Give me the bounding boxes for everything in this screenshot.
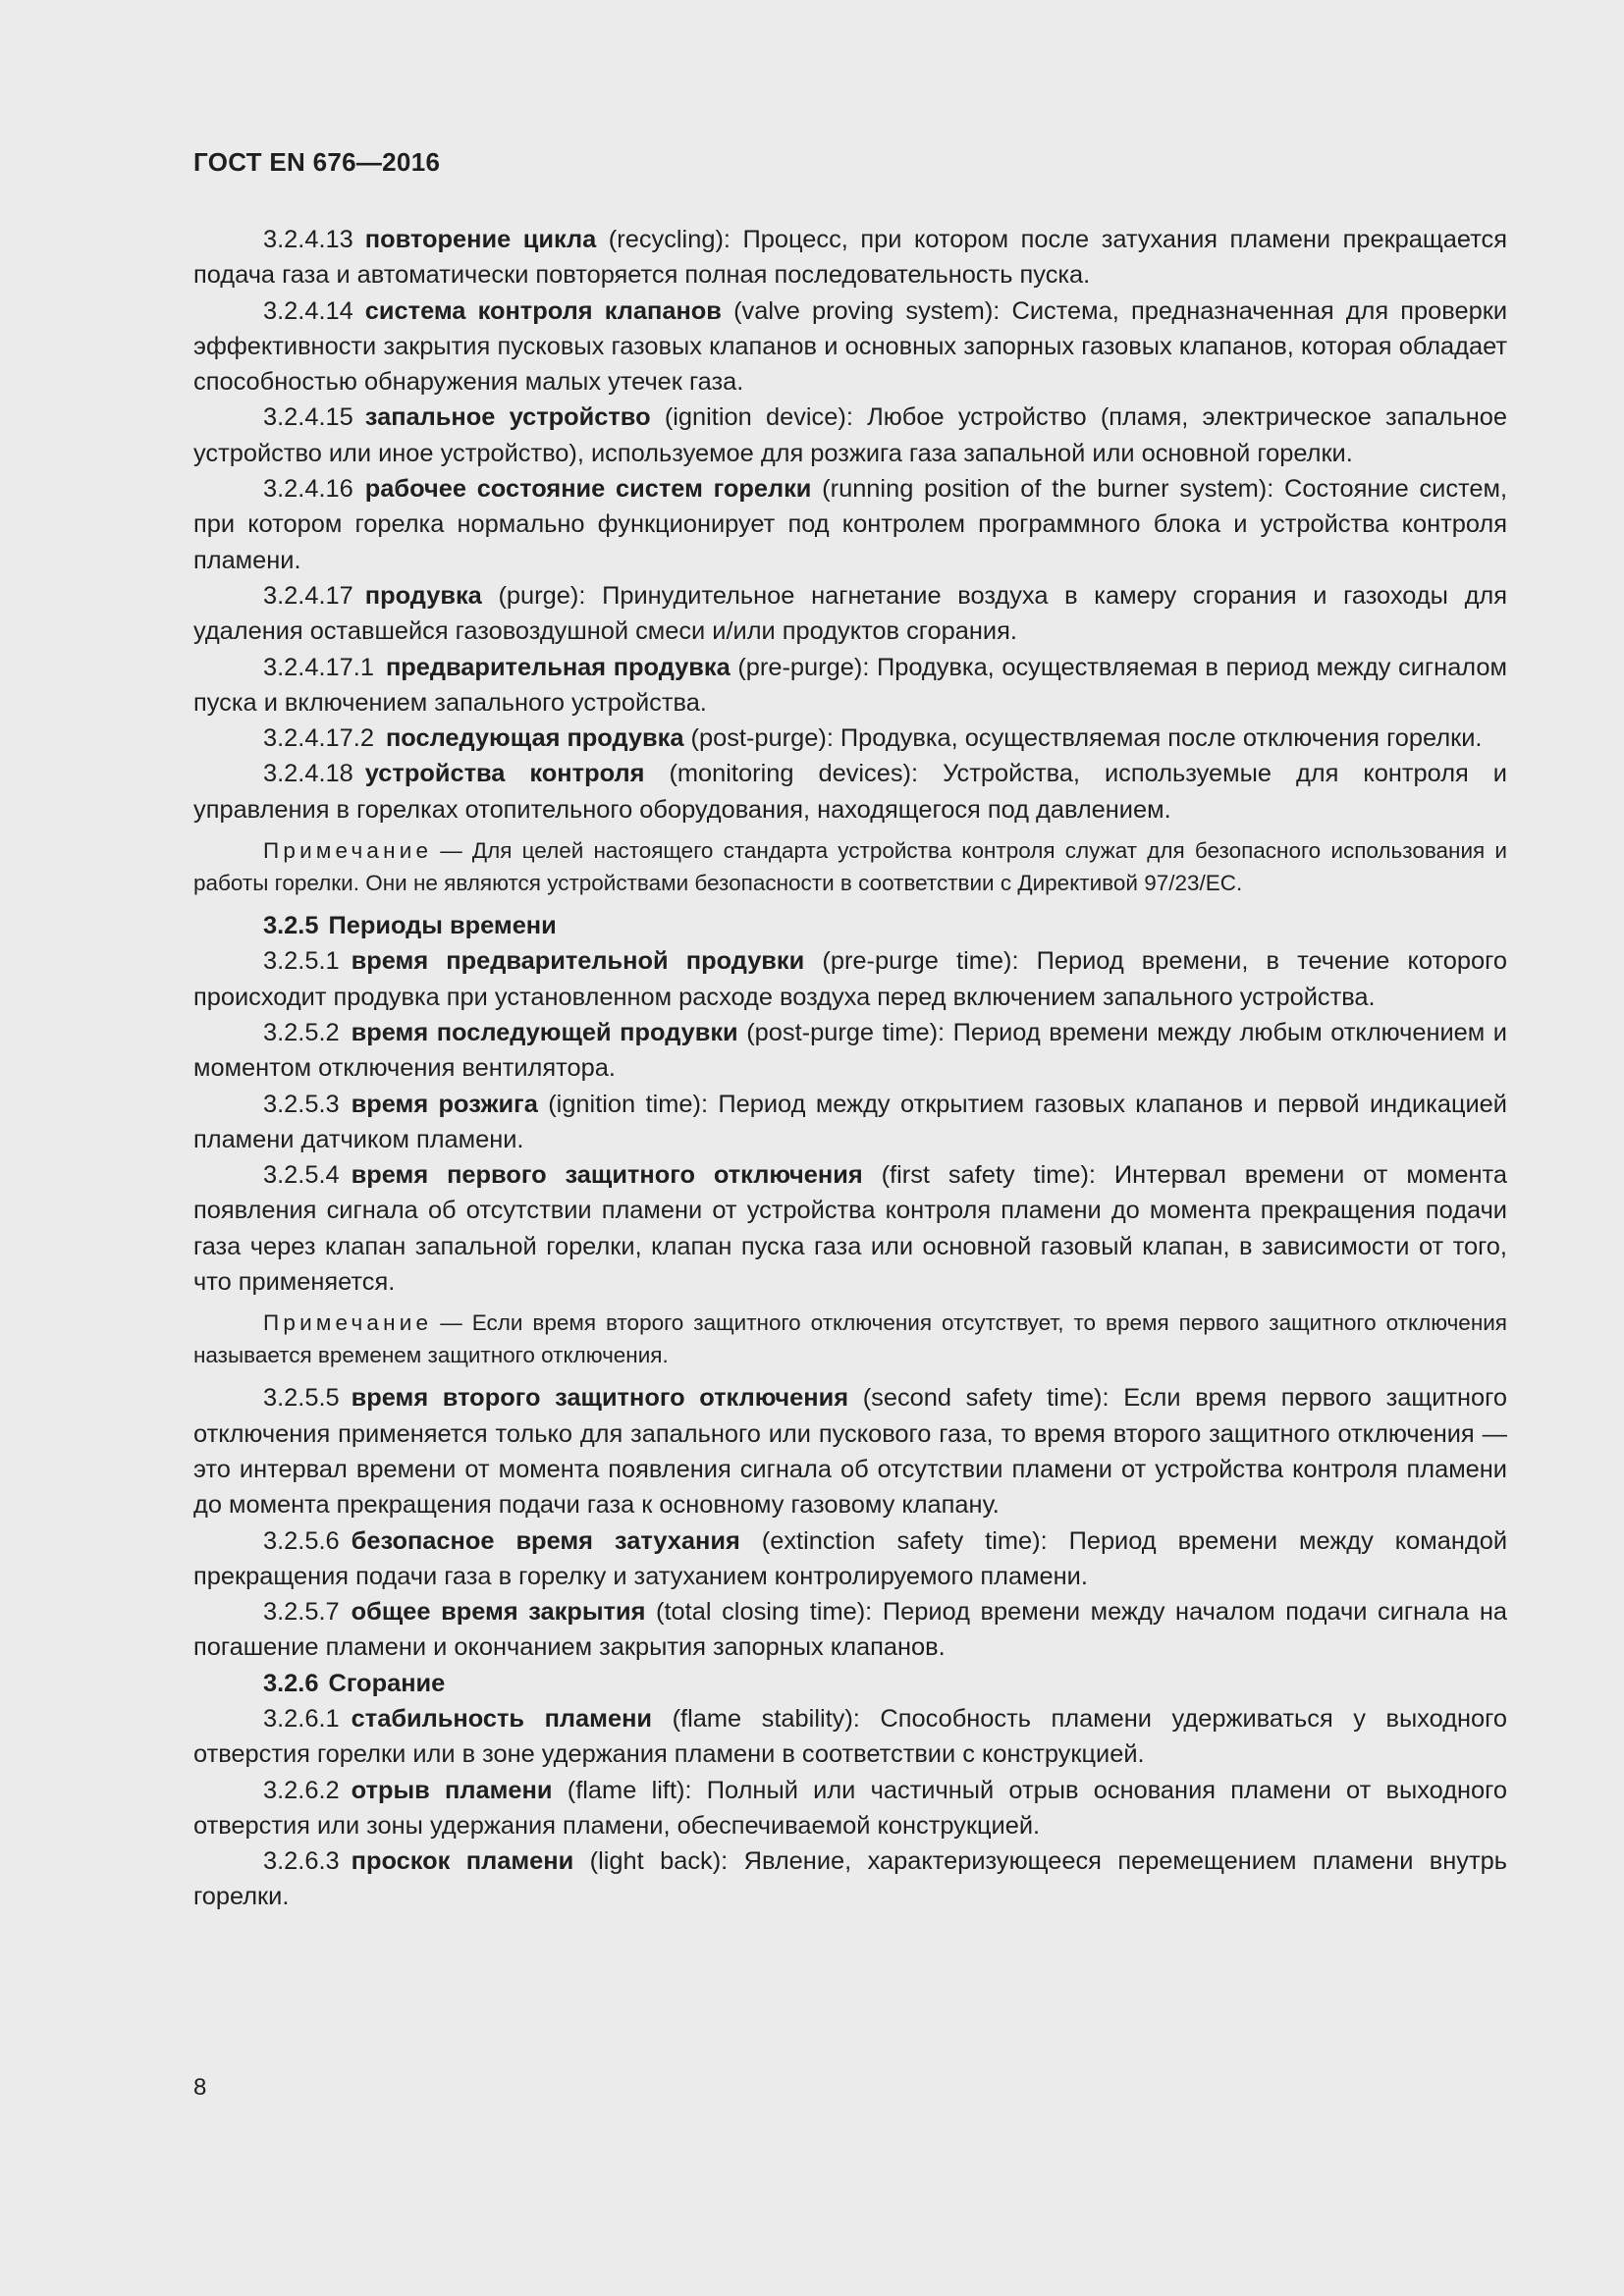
clause-number: 3.2.5.6 [263, 1526, 340, 1555]
definition-text: (pre-purge time): Период времени, в течение которого происходит продувка при установленном расходе воздуха перед включением запального устройства. [193, 947, 1507, 1011]
clause-number: 3.2.4.17.1 [263, 653, 374, 681]
note-safety-time [193, 1308, 1507, 1371]
section-heading-3-2-6 [193, 1666, 1507, 1701]
term: безопасное время затухания [351, 1526, 740, 1555]
definition-3-2-6-3 [193, 1843, 1507, 1915]
definition-3-2-5-3 [193, 1087, 1507, 1158]
definition-text: (monitoring devices): Устройства, используемые для контроля и управления в горелках отопительного оборудования, находящегося под давлением. [193, 760, 1507, 824]
definition-text: (light back): Явление, характеризующееся перемещением пламени внутрь горелки. [193, 1847, 1507, 1911]
term: последующая продувка [385, 724, 684, 753]
term: время второго защитного отключения [351, 1384, 849, 1413]
definition-3-2-4-13 [193, 222, 1507, 294]
definition-text: (running position of the burner system): Состояние систем, при котором горелка нормально функционирует под контролем программного блока и устройства контроля пламени. [193, 475, 1508, 574]
clause-number: 3.2.6.1 [263, 1704, 340, 1733]
note-text: — Если время второго защитного отключения отсутствует, то время первого защитного отключения называется временем защитного отключения. [193, 1310, 1507, 1367]
clause-number: 3.2.5.5 [263, 1384, 340, 1413]
term: запальное устройство [364, 403, 651, 432]
term: повторение цикла [364, 226, 597, 253]
definition-3-2-4-17 [193, 578, 1507, 650]
definition-3-2-6-2 [193, 1773, 1507, 1844]
clause-number: 3.2.5.3 [263, 1090, 340, 1118]
clause-number: 3.2.4.13 [263, 226, 353, 253]
section-title: Периоды времени [328, 912, 557, 940]
definition-text: (ignition time): Период между открытием газовых клапанов и первой индикацией пламени датчиком пламени. [193, 1090, 1507, 1153]
note-label: Примечание [263, 838, 433, 864]
definition-3-2-4-14 [193, 294, 1507, 400]
definition-text: (purge): Принудительное нагнетание воздуха в камеру сгорания и газоходы для удаления оставшейся газовоздушной смеси и/или продуктов сгорания. [193, 581, 1507, 646]
definition-text: (flame stability): Способность пламени удерживаться у выходного отверстия горелки или в зоне удержания пламени в соответствии с конструкцией. [193, 1704, 1507, 1769]
clause-number: 3.2.4.16 [263, 475, 353, 504]
definition-text: (valve proving system): Система, предназначенная для проверки эффективности закрытия пусковых газовых клапанов и основных запорных газовых клапанов, которая обладает способностью обнаружения малых утечек газа. [193, 296, 1507, 397]
definition-text: (first safety time): Интервал времени от момента появления сигнала об отсутствии пламени от устройства контроля пламени до момента прекращения подачи газа через клапан запальной горелки, клапан пуска газа или основной газовый клапан, в зависимости от того, что применяется. [193, 1161, 1507, 1297]
term: предварительная продувка [385, 653, 731, 681]
term: общее время закрытия [351, 1598, 646, 1627]
definition-3-2-5-6 [193, 1523, 1507, 1595]
definition-text: (recycling): Процесс, при котором после затухания пламени прекращается подача газа и автоматически повторяется полная последовательность пуска. [193, 226, 1507, 290]
clause-number: 3.2.4.17 [263, 581, 353, 610]
document-header: ГОСТ EN 676—2016 [193, 147, 441, 177]
definition-3-2-4-17-1 [193, 650, 1507, 721]
note-label: Примечание [263, 1310, 433, 1336]
term: время последующей продувки [351, 1018, 738, 1046]
definition-3-2-4-18 [193, 756, 1507, 828]
definition-text: (second safety time): Если время первого защитного отключения применяется только для запального или пускового газа, то время второго защитного отключения — это интервал времени от момента появления сигнала об отсутствии пламени от устройства контроля пламени до момента прекращения подачи газа к основному газовому клапану. [193, 1384, 1508, 1520]
definition-text: (ignition device): Любое устройство (пламя, электрическое запальное устройство или иное устройство), используемое для розжига газа запальной или основной горелки. [193, 403, 1507, 467]
clause-number: 3.2.5.2 [263, 1018, 340, 1046]
definition-text: (extinction safety time): Период времени между командой прекращения подачи газа в горелку и затуханием контролируемого пламени. [193, 1526, 1508, 1590]
term: время первого защитного отключения [351, 1161, 863, 1190]
definition-3-2-4-17-2 [193, 721, 1507, 756]
note-monitoring-devices [193, 835, 1507, 899]
term: рабочее состояние систем горелки [364, 475, 812, 504]
clause-number: 3.2.5.7 [263, 1598, 340, 1627]
definition-3-2-5-2 [193, 1015, 1507, 1087]
note-text: — Для целей настоящего стандарта устройства контроля служат для безопасного использования и работы горелки. Они не являются устройствами безопасности в соответствии с Директивой 97/23/ЕС. [193, 838, 1507, 895]
clause-number: 3.2.4.15 [263, 403, 353, 432]
section-number: 3.2.5 [263, 912, 319, 940]
clause-number: 3.2.4.18 [263, 760, 353, 788]
clause-number: 3.2.5.1 [263, 947, 340, 976]
clause-number: 3.2.4.14 [263, 296, 353, 325]
term: время розжига [351, 1090, 538, 1118]
clause-number: 3.2.6.3 [263, 1847, 340, 1876]
definition-3-2-6-1 [193, 1701, 1507, 1773]
term: отрыв пламени [351, 1776, 553, 1804]
definition-text: (flame lift): Полный или частичный отрыв основания пламени от выходного отверстия или зоны удержания пламени, обеспечиваемой конструкцией. [193, 1776, 1508, 1840]
definition-3-2-5-4 [193, 1157, 1507, 1300]
definition-3-2-5-5 [193, 1380, 1507, 1522]
definition-text: (post-purge): Продувка, осуществляемая после отключения горелки. [683, 724, 1483, 753]
definition-text: (post-purge time): Период времени между любым отключением и моментом отключения вентилятора. [193, 1018, 1507, 1083]
document-body [193, 222, 1507, 1915]
definition-text: (total closing time): Период времени между началом подачи сигнала на погашение пламени и окончанием закрытия запорных клапанов. [193, 1598, 1507, 1662]
clause-number: 3.2.5.4 [263, 1161, 340, 1190]
definition-3-2-5-1 [193, 943, 1507, 1015]
section-title: Сгорание [328, 1669, 446, 1697]
section-number: 3.2.6 [263, 1669, 319, 1697]
clause-number: 3.2.4.17.2 [263, 724, 374, 753]
term: время предварительной продувки [351, 947, 805, 976]
term: проскок пламени [351, 1847, 574, 1876]
definition-3-2-4-16 [193, 471, 1507, 578]
definition-3-2-5-7 [193, 1594, 1507, 1666]
section-heading-3-2-5 [193, 908, 1507, 943]
term: продувка [364, 581, 482, 610]
term: система контроля клапанов [364, 296, 722, 325]
definition-3-2-4-15 [193, 400, 1507, 471]
page-number: 8 [193, 2074, 207, 2101]
definition-text: (pre-purge): Продувка, осуществляемая в период между сигналом пуска и включением запального устройства. [193, 653, 1507, 717]
term: стабильность пламени [351, 1704, 653, 1733]
clause-number: 3.2.6.2 [263, 1776, 340, 1804]
term: устройства контроля [364, 760, 645, 788]
